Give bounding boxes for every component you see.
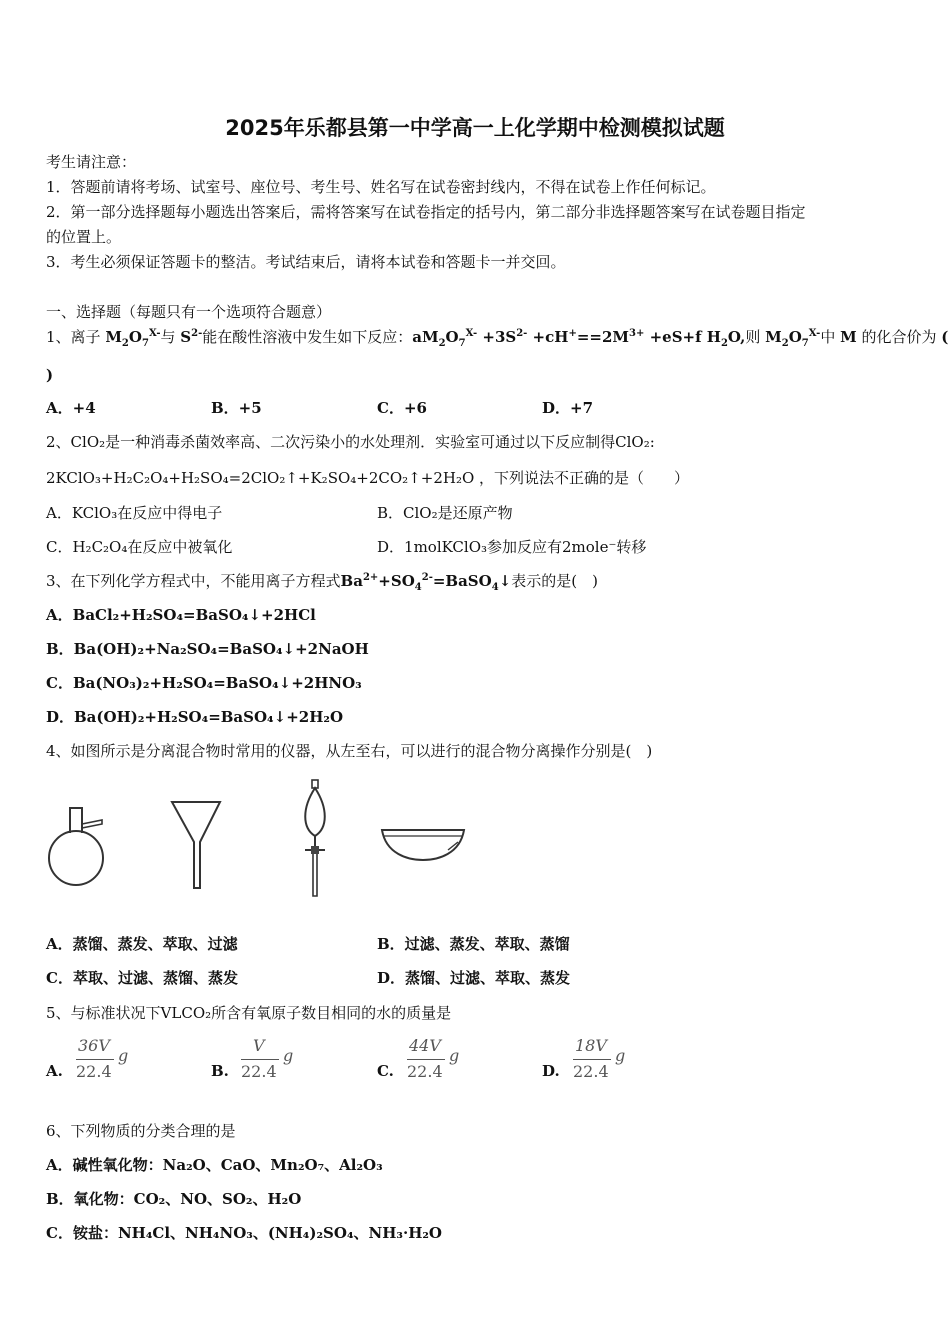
q3-option-c: C．Ba(NO₃)₂+H₂SO₄=BaSO₄↓+2HNO₃ — [46, 674, 362, 692]
q5-a-unit: g — [118, 1046, 129, 1065]
q5-b-bar — [241, 1059, 279, 1060]
q5-d-unit: g — [615, 1046, 626, 1065]
q4-option-a: A．蒸馏、蒸发、萃取、过滤 — [46, 935, 238, 953]
q5-d-numerator: 18V — [575, 1036, 607, 1055]
q5-a-numerator: 36V — [78, 1036, 110, 1055]
q1-paren-close: ) — [46, 366, 54, 384]
notice-item-2: 2．第一部分选择题每小题选出答案后，需将答案写在试卷指定的括号内，第二部分非选择题答案写在试卷题目指定 — [46, 203, 806, 221]
question-5: 5、与标准状况下VLCO₂所含有氧原子数目相同的水的质量是 — [46, 1004, 452, 1022]
q3-option-a: A．BaCl₂+H₂SO₄=BaSO₄↓+2HCl — [46, 606, 316, 624]
q5-a-bar — [76, 1059, 114, 1060]
notice-heading: 考生请注意： — [46, 153, 137, 171]
q5-option-b-label: B. — [211, 1062, 229, 1080]
q5-d-denominator: 22.4 — [573, 1062, 609, 1081]
q2-tail: ，下列说法不正确的是（ ） — [479, 469, 690, 487]
q3-suffix: 表示的是( ) — [511, 572, 598, 590]
q5-b-denominator: 22.4 — [241, 1062, 277, 1081]
funnel-icon — [170, 800, 222, 892]
q4-option-d: D．蒸馏、过滤、萃取、蒸发 — [377, 969, 571, 987]
q2-option-a: A．KClO₃在反应中得电子 — [46, 504, 223, 522]
q1-option-c: C．+6 — [377, 399, 427, 417]
q5-b-numerator: V — [253, 1036, 265, 1055]
evaporating-dish-icon — [378, 822, 468, 864]
q5-b-unit: g — [283, 1046, 294, 1065]
q1-option-a: A．+4 — [46, 399, 96, 417]
q5-a-denominator: 22.4 — [76, 1062, 112, 1081]
q1-prefix: 1、离子 — [46, 328, 106, 346]
q4-option-b: B．过滤、蒸发、萃取、蒸馏 — [377, 935, 570, 953]
q5-c-denominator: 22.4 — [407, 1062, 443, 1081]
q1-option-d: D．+7 — [542, 399, 594, 417]
q4-option-c: C．萃取、过滤、蒸馏、蒸发 — [46, 969, 238, 987]
q1-option-b: B．+5 — [211, 399, 262, 417]
notice-item-1: 1．答题前请将考场、试室号、座位号、考生号、姓名写在试卷密封线内，不得在试卷上作任何标记。 — [46, 178, 716, 196]
question-1: 1、离子 $M_2O_7^{X-}$与 $S^{2-}$能在酸性溶液中发生如下反应：$aM_2O_7^{X-} +3S^{2-} +cH^+==2M^{3+} +eS+f$ $H_2O$,则 $M_2O_7^{X-}$中 M 的化合价为 ( — [46, 328, 949, 349]
q2-equation: 2KClO₃+H₂C₂O₄+H₂SO₄=2ClO₂↑+K₂SO₄+2CO₂↑+2H₂O — [46, 469, 475, 487]
question-2: 2、ClO₂是一种消毒杀菌效率高、二次污染小的水处理剂．实验室可通过以下反应制得ClO₂: — [46, 433, 655, 451]
question-2-equation — [46, 468, 689, 488]
q6-option-c: C．铵盐：NH₄Cl、NH₄NO₃、(NH₄)₂SO₄、NH₃·H₂O — [46, 1224, 442, 1242]
notice-item-2-cont: 的位置上。 — [46, 228, 122, 246]
section-heading: 一、选择题（每题只有一个选项符合题意） — [46, 303, 332, 321]
q5-d-bar — [573, 1059, 611, 1060]
separatory-funnel-icon — [296, 778, 336, 908]
q6-option-b: B．氧化物：CO₂、NO、SO₂、H₂O — [46, 1190, 302, 1208]
q5-c-numerator: 44V — [409, 1036, 441, 1055]
page-title: 2025年乐都县第一中学高一上化学期中检测模拟试题 — [225, 116, 725, 140]
q5-option-d-label: D. — [542, 1062, 560, 1080]
q5-c-unit: g — [449, 1046, 460, 1065]
q2-option-b: B．ClO₂是还原产物 — [377, 504, 513, 522]
question-4: 4、如图所示是分离混合物时常用的仪器，从左至右，可以进行的混合物分离操作分别是( ) — [46, 742, 653, 760]
question-3: 3、在下列化学方程式中，不能用离子方程式$Ba^{2+}+SO_4^{2-}=BaSO_4↓$表示的是( ) — [46, 572, 598, 593]
q3-option-d: D．Ba(OH)₂+H₂SO₄=BaSO₄↓+2H₂O — [46, 708, 344, 726]
question-6: 6、下列物质的分类合理的是 — [46, 1122, 236, 1140]
notice-item-3: 3．考生必须保证答题卡的整洁。考试结束后，请将本试卷和答题卡一并交回。 — [46, 253, 566, 271]
q2-option-d: D．1molKClO₃参加反应有2mole⁻转移 — [377, 538, 647, 556]
q3-option-b: B．Ba(OH)₂+Na₂SO₄=BaSO₄↓+2NaOH — [46, 640, 369, 658]
q5-option-c-label: C. — [377, 1062, 394, 1080]
q6-option-a: A．碱性氧化物：Na₂O、CaO、Mn₂O₇、Al₂O₃ — [46, 1156, 383, 1174]
q5-c-bar — [407, 1059, 445, 1060]
distillation-flask-icon — [46, 800, 108, 890]
q5-option-a-label: A. — [46, 1062, 63, 1080]
q3-prefix: 3、在下列化学方程式中，不能用离子方程式 — [46, 572, 341, 590]
q2-option-c: C．H₂C₂O₄在反应中被氧化 — [46, 538, 233, 556]
